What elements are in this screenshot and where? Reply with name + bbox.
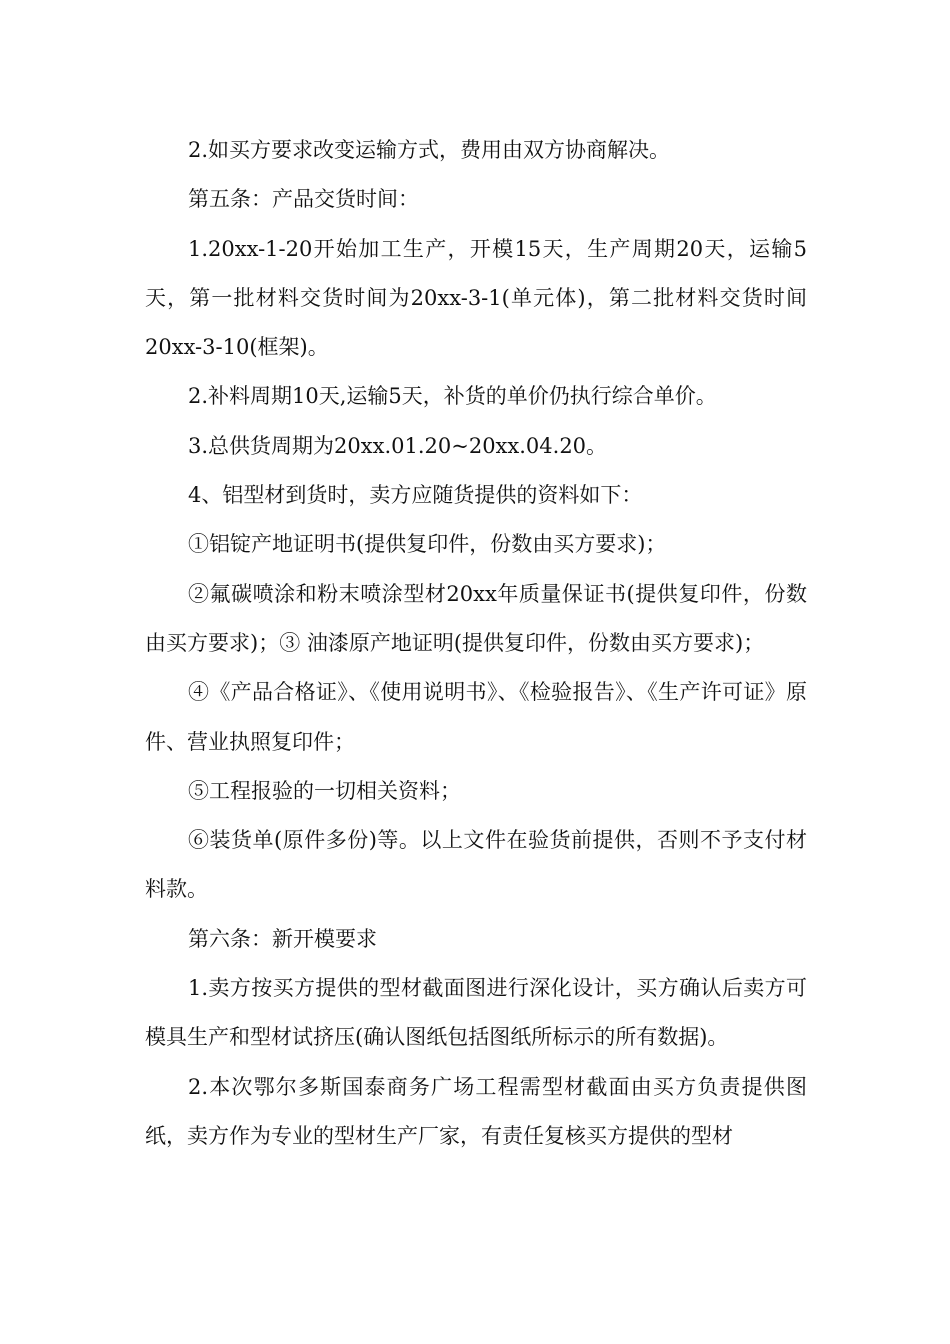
paragraph-supply-period: 3.总供货周期为20xx.01.20~20xx.04.20。 [188, 433, 608, 458]
list-item-document-2-3: ②氟碳喷涂和粉末喷涂型材20xx年质量保证书(提供复印件，份数由买方要求)；③ 油漆原产地证明(提供复印件，份数由买方要求)； [145, 581, 807, 655]
heading-article-5: 第五条：产品交货时间： [188, 187, 419, 212]
paragraph-profile-drawings: 2.本次鄂尔多斯国泰商务广场工程需型材截面由买方负责提供图纸，卖方作为专业的型材生产厂家，有责任复核买方提供的型材 [145, 1074, 807, 1148]
paragraph-production-schedule: 1.20xx-1-20开始加工生产，开模15天，生产周期20天，运输5天，第一批材料交货时间为20xx-3-1(单元体)，第二批材料交货时间20xx-3-10(框架)。 [145, 236, 807, 360]
heading-article-6: 第六条：新开模要求 [188, 926, 377, 951]
list-item-document-6: ⑥装货单(原件多份)等。以上文件在验货前提供，否则不予支付材料款。 [145, 828, 807, 902]
list-item-document-5: ⑤工程报验的一切相关资料； [188, 778, 461, 803]
paragraph-transport-cost: 2.如买方要求改变运输方式，费用由双方协商解决。 [188, 138, 671, 162]
paragraph-design-confirmation: 1.卖方按买方提供的型材截面图进行深化设计，买方确认后卖方可模具生产和型材试挤压(确认图纸包括图纸所标示的所有数据)。 [145, 976, 807, 1050]
paragraph-replenishment: 2.补料周期10天,运输5天，补货的单价仍执行综合单价。 [188, 384, 717, 409]
document-body [145, 126, 807, 1161]
list-item-document-4: ④《产品合格证》、《使用说明书》、《检验报告》、《生产许可证》原件、营业执照复印件； [145, 680, 807, 754]
list-item-document-1: ①铝锭产地证明书(提供复印件，份数由买方要求)； [188, 532, 667, 557]
paragraph-documents-intro: 4、铝型材到货时，卖方应随货提供的资料如下： [188, 483, 643, 508]
